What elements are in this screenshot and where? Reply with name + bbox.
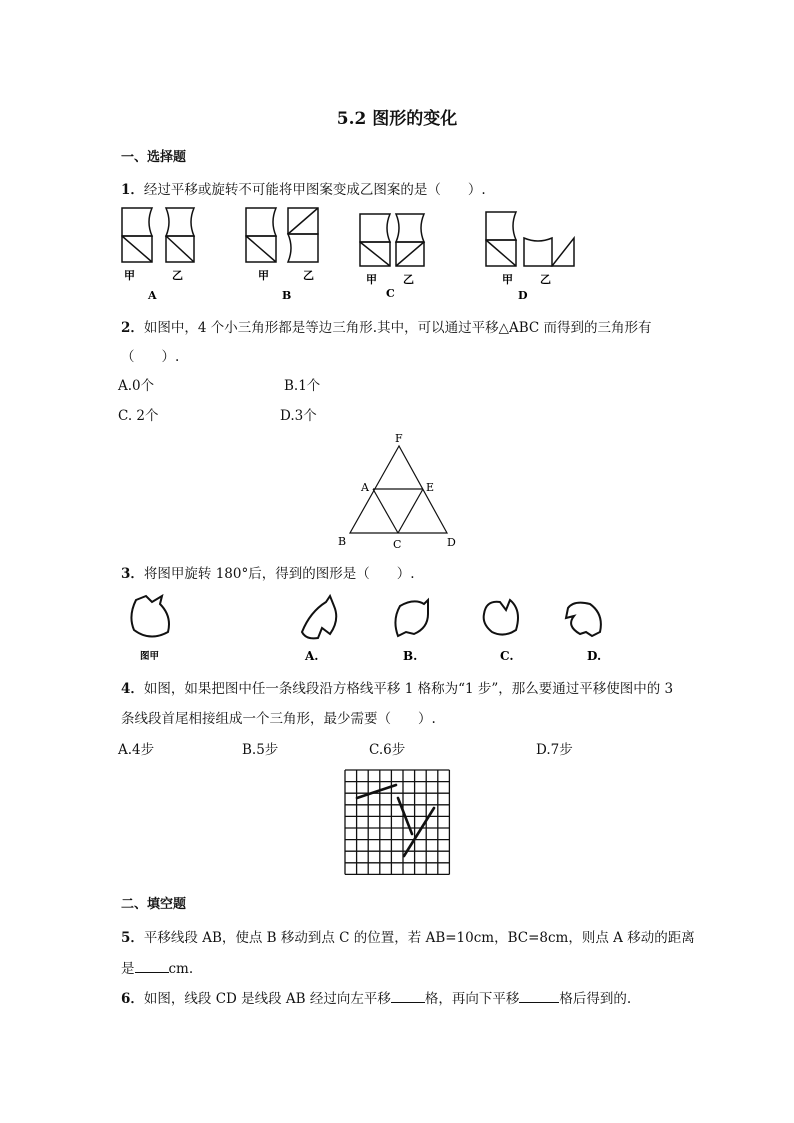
q2-point-a: A bbox=[361, 481, 369, 494]
q3-option-d: D. bbox=[587, 649, 602, 663]
q4-option-c: C.6步 bbox=[369, 742, 406, 758]
question-2-text-line2: （ ）. bbox=[121, 349, 180, 365]
q1-b-label-jia: 甲 bbox=[258, 269, 269, 282]
question-5-line2 bbox=[121, 957, 193, 977]
q3-option-a: A. bbox=[305, 649, 319, 663]
question-5 bbox=[121, 926, 695, 946]
question-2-text-line1: 如图中，4 个小三角形都是等边三角形.其中，可以通过平移△ABC 而得到的三角形有 bbox=[143, 320, 652, 336]
question-4-text-line1: 如图，如果把图中任一条线段沿方格线平移 1 格称为“1 步”，那么要通过平移使图中的 3 bbox=[143, 681, 674, 697]
q1-option-c: C bbox=[386, 287, 395, 300]
page-title: 5.2 图形的变化 bbox=[336, 109, 458, 129]
q1-d-label-jia: 甲 bbox=[502, 273, 513, 286]
q1-b-label-yi: 乙 bbox=[303, 269, 314, 282]
question-3-text: 将图甲旋转 180°后，得到的图形是（ ）. bbox=[143, 566, 415, 582]
question-6-number: 6． bbox=[121, 991, 144, 1007]
q2-option-a: A.0个 bbox=[118, 378, 155, 394]
question-5-text-post: cm. bbox=[168, 961, 194, 977]
q1-a-label-yi: 乙 bbox=[172, 269, 183, 282]
question-1-text: 经过平移或旋转不可能将甲图案变成乙图案的是（ ）. bbox=[143, 182, 486, 198]
q2-point-b: B bbox=[338, 535, 347, 548]
question-5-text-line1: 平移线段 AB，使点 B 移动到点 C 的位置，若 AB=10cm，BC=8cm，则点 A 移动的距离 bbox=[143, 930, 695, 946]
question-6-text-pre: 如图，线段 CD 是线段 AB 经过向左平移 bbox=[143, 991, 391, 1007]
q2-point-d: D bbox=[447, 536, 456, 549]
q2-option-b: B.1个 bbox=[284, 378, 321, 394]
section-choice-heading: 一、选择题 bbox=[121, 150, 187, 165]
q4-option-d: D.7步 bbox=[536, 742, 573, 758]
question-4-text-line2: 条线段首尾相接组成一个三角形，最少需要（ ）. bbox=[121, 711, 436, 727]
q4-segment-1 bbox=[357, 785, 396, 798]
question-5-number: 5． bbox=[121, 930, 144, 946]
q2-option-d: D.3个 bbox=[280, 408, 317, 424]
question-3-number: 3． bbox=[121, 566, 144, 582]
question-6-text-mid: 格，再向下平移 bbox=[424, 991, 520, 1007]
q4-option-b: B.5步 bbox=[242, 742, 279, 758]
q1-option-a: A bbox=[148, 289, 157, 302]
q3-figure-label: 图甲 bbox=[140, 651, 160, 662]
q2-point-c: C bbox=[393, 538, 402, 551]
q1-a-label-jia: 甲 bbox=[124, 269, 135, 282]
q4-grid-lines bbox=[345, 770, 449, 874]
q4-option-a: A.4步 bbox=[118, 742, 155, 758]
q1-c-label-yi: 乙 bbox=[403, 273, 414, 286]
question-2-number: 2． bbox=[121, 320, 144, 336]
q1-c-label-jia: 甲 bbox=[366, 273, 377, 286]
q2-point-e: E bbox=[426, 481, 435, 494]
question-5-text-pre: 是 bbox=[121, 961, 135, 977]
q6-answer-blank-down[interactable] bbox=[519, 990, 559, 1003]
question-4-number: 4． bbox=[121, 681, 144, 697]
question-6 bbox=[121, 987, 631, 1007]
q3-option-b: B. bbox=[403, 649, 418, 663]
q4-segment-3 bbox=[404, 808, 434, 856]
q6-answer-blank-left[interactable] bbox=[391, 990, 425, 1003]
question-1-number: 1． bbox=[121, 182, 144, 198]
q5-answer-blank[interactable] bbox=[135, 960, 169, 973]
q3-option-c: C. bbox=[500, 649, 514, 663]
q1-d-label-yi: 乙 bbox=[540, 273, 551, 286]
q2-point-f: F bbox=[395, 432, 403, 445]
section-fill-heading: 二、填空题 bbox=[121, 897, 187, 912]
q1-option-b: B bbox=[282, 289, 292, 302]
question-6-text-post: 格后得到的. bbox=[559, 991, 632, 1007]
q2-option-c: C. 2个 bbox=[118, 408, 159, 424]
q1-option-d: D bbox=[518, 289, 528, 302]
